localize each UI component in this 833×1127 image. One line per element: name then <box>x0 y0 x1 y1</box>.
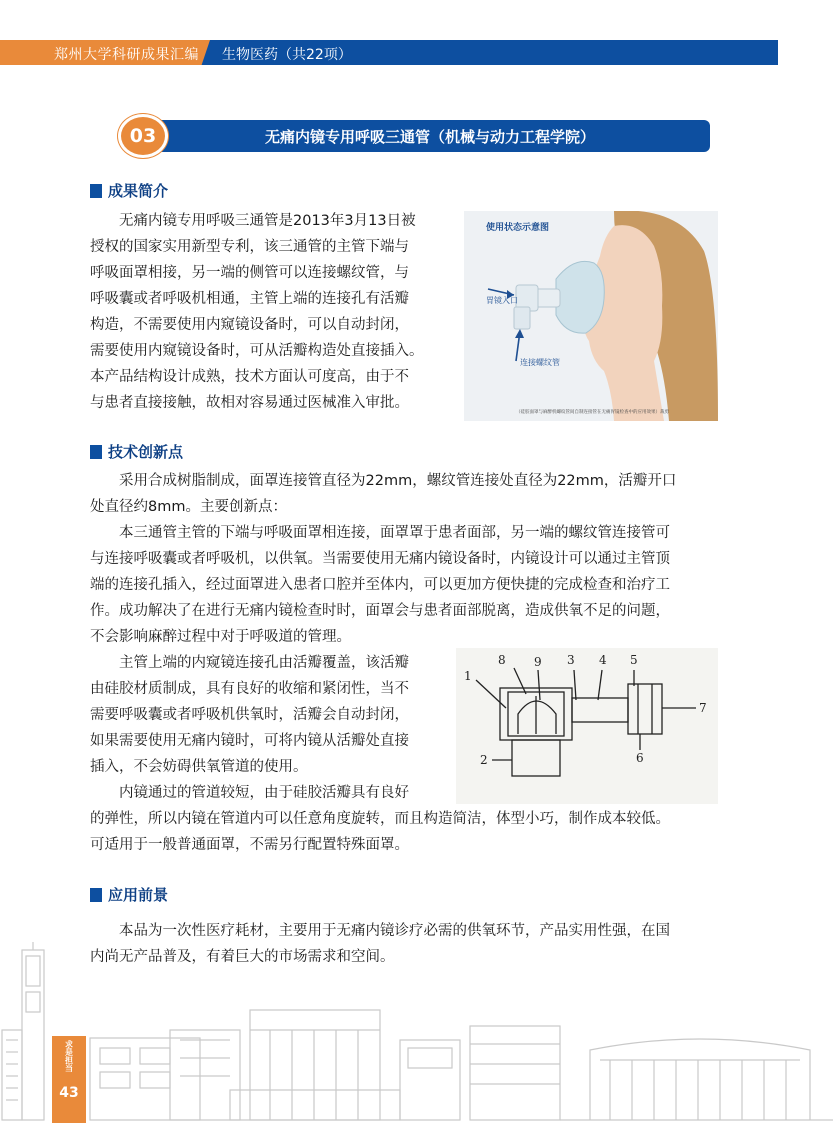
label-threaded-tube: 连接螺纹管 <box>520 358 560 367</box>
text-line: 本品为一次性医疗耗材，主要用于无痛内镜诊疗必需的供氧环节，产品实用性强，在国 <box>119 923 670 939</box>
woman-with-mask-illustration <box>464 211 718 421</box>
section-title: 无痛内镜专用呼吸三通管（机械与动力工程学院） <box>264 128 595 146</box>
illustration-caption: 使用状态示意图 <box>486 223 550 233</box>
section-number-badge: 03 <box>118 114 168 158</box>
text-line: 处直径约8mm。主要创新点： <box>90 499 287 515</box>
diagram-label: 3 <box>567 653 575 667</box>
diagram-label: 5 <box>630 653 638 667</box>
text-line: 采用合成树脂制成，面罩连接管直径为22mm，螺纹管连接处直径为22mm，活瓣开口 <box>119 473 677 489</box>
university-motto <box>58 1040 80 1074</box>
text-line: 构造，不需要使用内窥镜设备时，可以自动封闭， <box>90 317 409 333</box>
text-line: 如果需要使用无痛内镜时，可将内镜从活瓣处直接 <box>90 733 409 749</box>
text-line: 不会影响麻醉过程中对于呼吸道的管理。 <box>90 629 351 645</box>
diagram-label: 1 <box>464 669 472 683</box>
label-endoscope-entry: 胃镜入口 <box>486 296 518 305</box>
text-line: 与患者直接接触，故相对容易通过医械准入审批。 <box>90 395 409 411</box>
heading-marker-icon <box>90 445 102 459</box>
text-line: 主管上端的内窥镜连接孔由活瓣覆盖，该活瓣 <box>119 655 409 671</box>
usage-illustration <box>464 211 718 421</box>
structure-diagram <box>456 648 718 804</box>
text-line: 呼吸囊或者呼吸机相通，主管上端的连接孔有活瓣 <box>90 291 409 307</box>
intro-heading-text: 成果简介 <box>108 182 169 200</box>
text-line: 本三通管主管的下端与呼吸面罩相连接，面罩罩于患者面部，另一端的螺纹管连接管可 <box>119 525 670 541</box>
diagram-label: 6 <box>636 751 644 765</box>
diagram-label: 2 <box>480 753 488 767</box>
text-line: 插入，不会妨碍供氧管道的使用。 <box>90 759 308 775</box>
innovation-paragraph-1 <box>90 468 750 650</box>
text-line: 由硅胶材质制成，具有良好的收缩和紧闭性，当不 <box>90 681 409 697</box>
outlook-heading-text: 应用前景 <box>108 886 169 904</box>
page-number: 43 <box>59 1085 79 1101</box>
text-line: 呼吸面罩相接，另一端的侧管可以连接螺纹管，与 <box>90 265 409 281</box>
diagram-label: 4 <box>599 653 607 667</box>
intro-heading <box>90 180 168 201</box>
outlook-heading <box>90 884 168 905</box>
text-line: 本产品结构设计成熟，技术方面认可度高，由于不 <box>90 369 409 385</box>
heading-marker-icon <box>90 888 102 902</box>
innovation-heading-text: 技术创新点 <box>108 443 184 461</box>
text-line: 端的连接孔插入，经过面罩进入患者口腔并至体内，可以更加方便快捷的完成检查和治疗工 <box>90 577 670 593</box>
text-line: 与连接呼吸囊或者呼吸机，以供氧。当需要使用无痛内镜设备时，内镜设计可以通过主管顶 <box>90 551 670 567</box>
intro-paragraph <box>90 208 460 416</box>
illustration-footnote: （硅胶面罩与麻醉机螺纹管间自制连接管在无痛胃镜检查中的应用效果）裁剪 <box>516 410 669 415</box>
campus-skyline-decoration <box>0 940 833 1123</box>
heading-marker-icon <box>90 184 102 198</box>
text-line: 作。成功解决了在进行无痛内镜检查时时，面罩会与患者面部脱离，造成供氧不足的问题， <box>90 603 670 619</box>
three-way-tube-schematic <box>456 648 718 804</box>
text-line: 内镜通过的管道较短，由于硅胶活瓣具有良好 <box>119 785 409 801</box>
diagram-label: 9 <box>534 655 542 669</box>
innovation-paragraph-3 <box>90 806 770 858</box>
campus-buildings-illustration <box>0 940 833 1123</box>
innovation-paragraph-2 <box>90 650 455 806</box>
motto-text: 求是担当 <box>64 1040 74 1072</box>
diagram-label: 7 <box>699 701 707 715</box>
text-line: 可适用于一般普通面罩，不需另行配置特殊面罩。 <box>90 837 409 853</box>
header-category: 生物医药（共22项） <box>222 47 352 63</box>
text-line: 无痛内镜专用呼吸三通管是2013年3月13日被 <box>119 213 416 229</box>
text-line: 需要使用内窥镜设备时，可从活瓣构造处直接插入。 <box>90 343 424 359</box>
text-line: 的弹性，所以内镜在管道内可以任意角度旋转，而且构造简洁，体型小巧，制作成本较低。 <box>90 811 670 827</box>
innovation-heading <box>90 441 183 462</box>
text-line: 授权的国家实用新型专利，该三通管的主管下端与 <box>90 239 409 255</box>
diagram-label: 8 <box>498 653 506 667</box>
text-line: 内尚无产品普及，有着巨大的市场需求和空间。 <box>90 949 395 965</box>
header-collection-title: 郑州大学科研成果汇编 <box>54 47 199 63</box>
text-line: 需要呼吸囊或者呼吸机供氧时，活瓣会自动封闭， <box>90 707 409 723</box>
